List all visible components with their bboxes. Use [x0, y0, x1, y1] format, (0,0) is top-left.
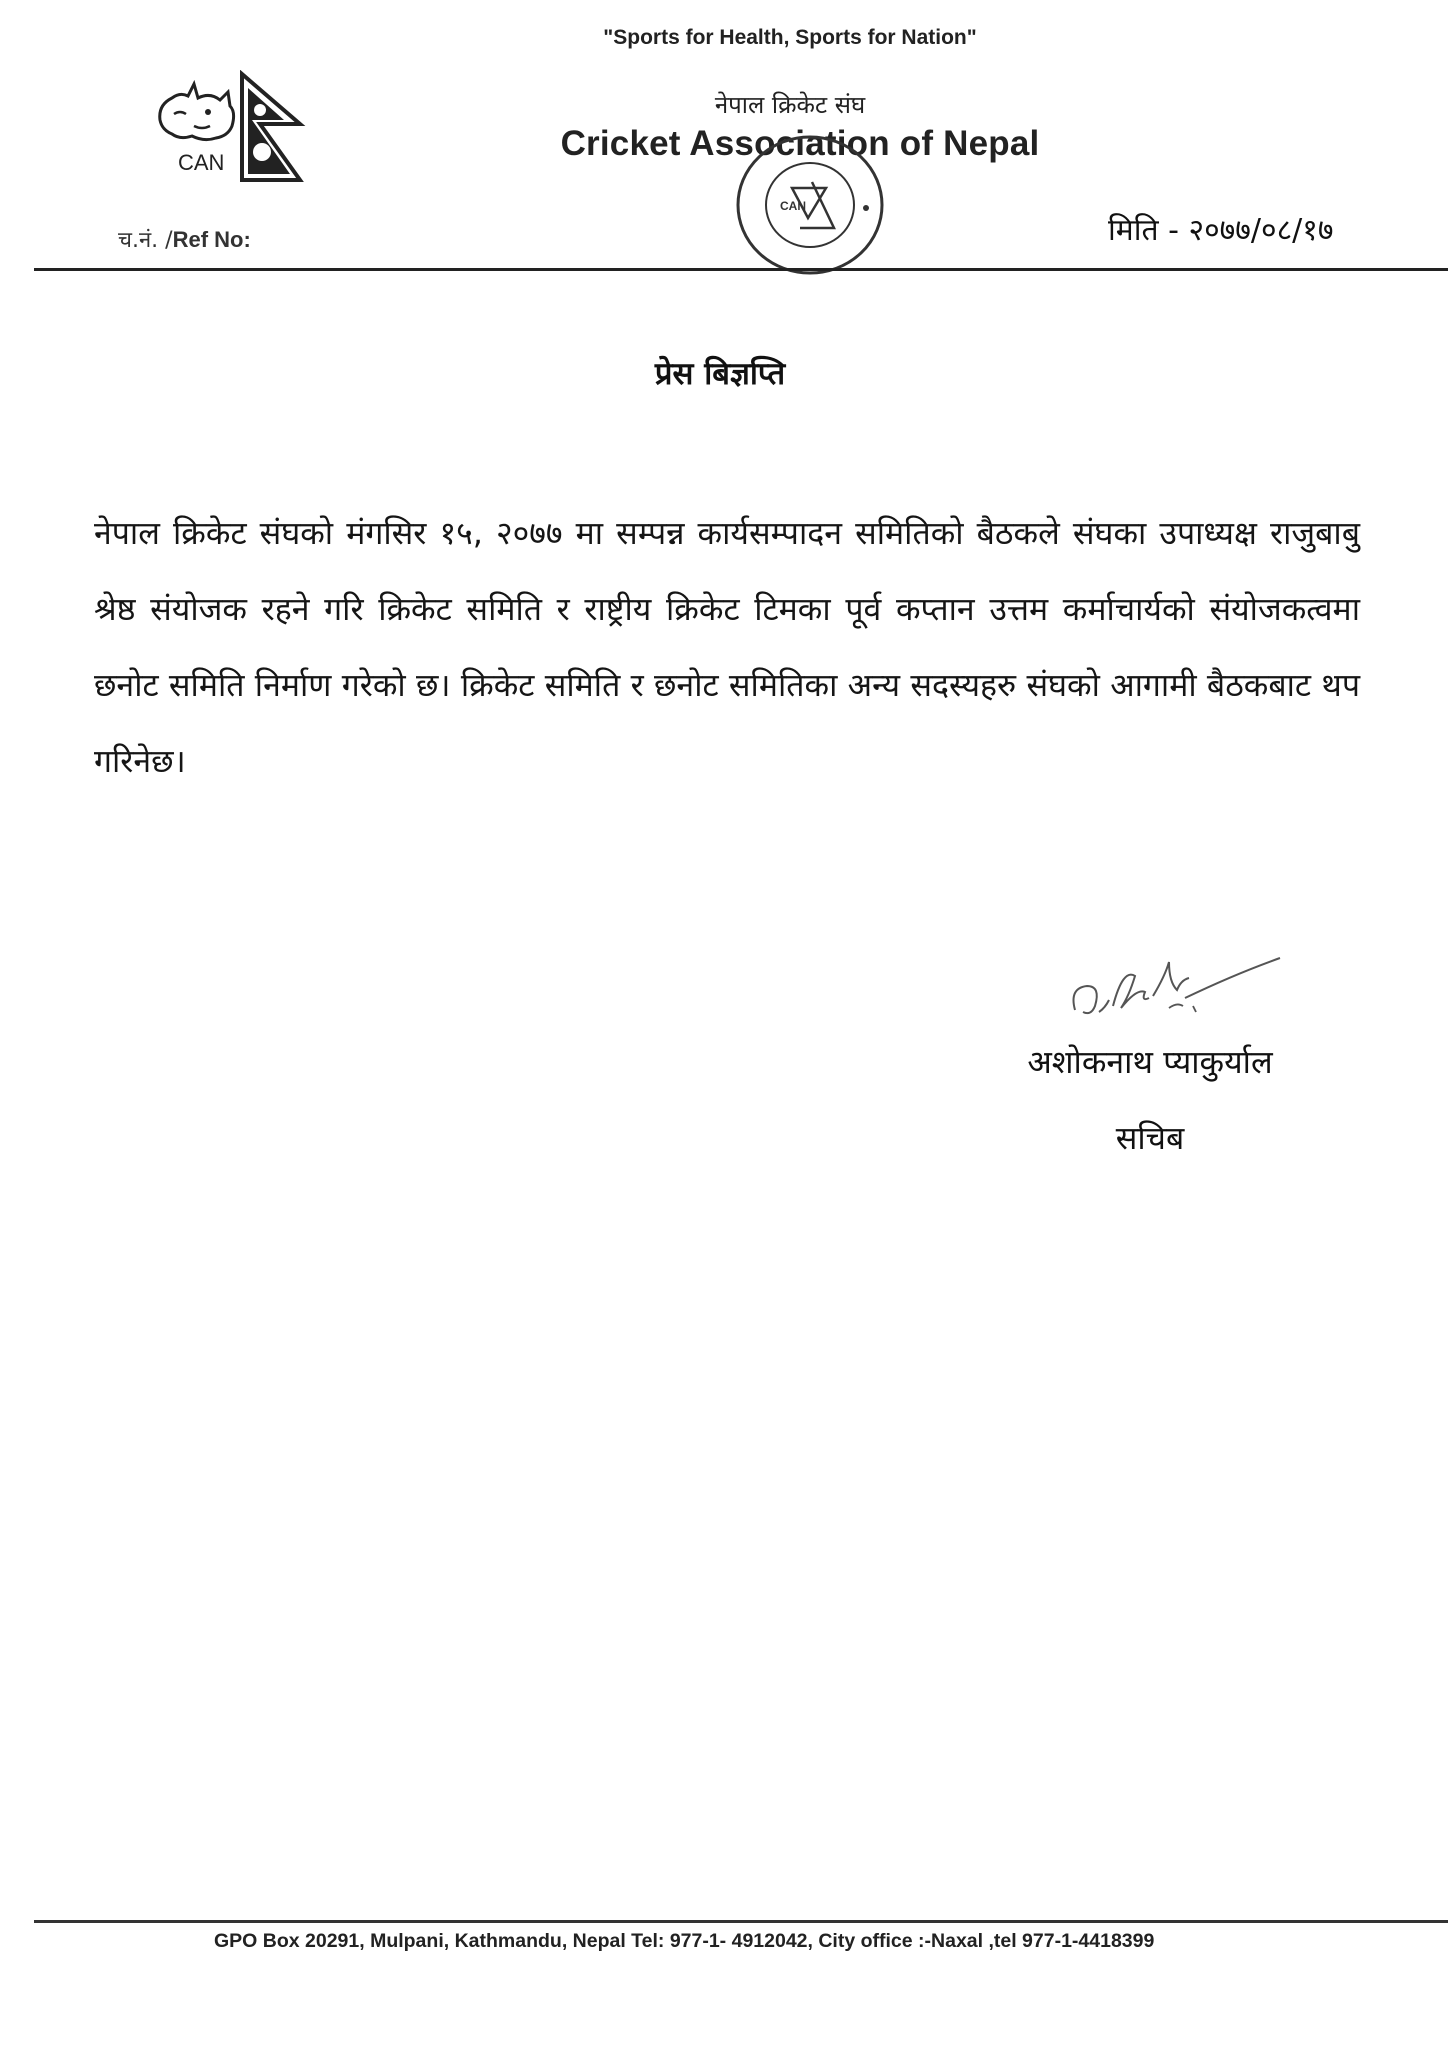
- signatory-name: अशोकनाथ प्याकुर्याल: [1027, 1043, 1273, 1081]
- header-divider: [34, 268, 1448, 271]
- official-seal: [730, 130, 890, 280]
- org-name-nepali: नेपाल क्रिकेट संघ: [714, 91, 866, 119]
- svg-text:CAN: CAN: [780, 199, 806, 213]
- org-name-english: Cricket Association of Nepal: [560, 124, 1040, 163]
- ref-label-nepali: च.नं. /: [118, 228, 173, 253]
- logo-text: CAN: [178, 150, 225, 175]
- footer-address: GPO Box 20291, Mulpani, Kathmandu, Nepal Tel: 977-1- 4912042, City office :-Naxal ,tel 977-1-4418399: [214, 1930, 1155, 1952]
- motto: "Sports for Health, Sports for Nation": [603, 26, 977, 49]
- document-date: मिति - २०७७/०८/१७: [1108, 213, 1334, 248]
- footer-divider: [34, 1920, 1448, 1923]
- signatory-designation: सचिब: [1115, 1119, 1185, 1157]
- document-title: प्रेस बिज्ञप्ति: [654, 356, 786, 392]
- press-release-body: नेपाल क्रिकेट संघको मंगसिर १५, २०७७ मा सम्पन्न कार्यसम्पादन समितिको बैठकले संघका उपाध्यक्ष राजुबाबु श्रेष्ठ संयोजक रहने गरि क्रिकेट समिति र राष्ट्रीय क्रिकेट टिमका पूर्व कप्तान उत्तम कर्माचार्यको संयोजकत्वमा छनोट समिति निर्माण गरेको छ। क्रिकेट समिति र छनोट समितिका अन्य सदस्यहरु संघको आगामी बैठकबाट थप गरिनेछ।: [94, 514, 1360, 780]
- ref-number-label: [118, 224, 251, 254]
- ref-label-english: Ref No:: [172, 227, 251, 252]
- can-logo: [150, 70, 330, 190]
- handwritten-signature: [1065, 940, 1290, 1030]
